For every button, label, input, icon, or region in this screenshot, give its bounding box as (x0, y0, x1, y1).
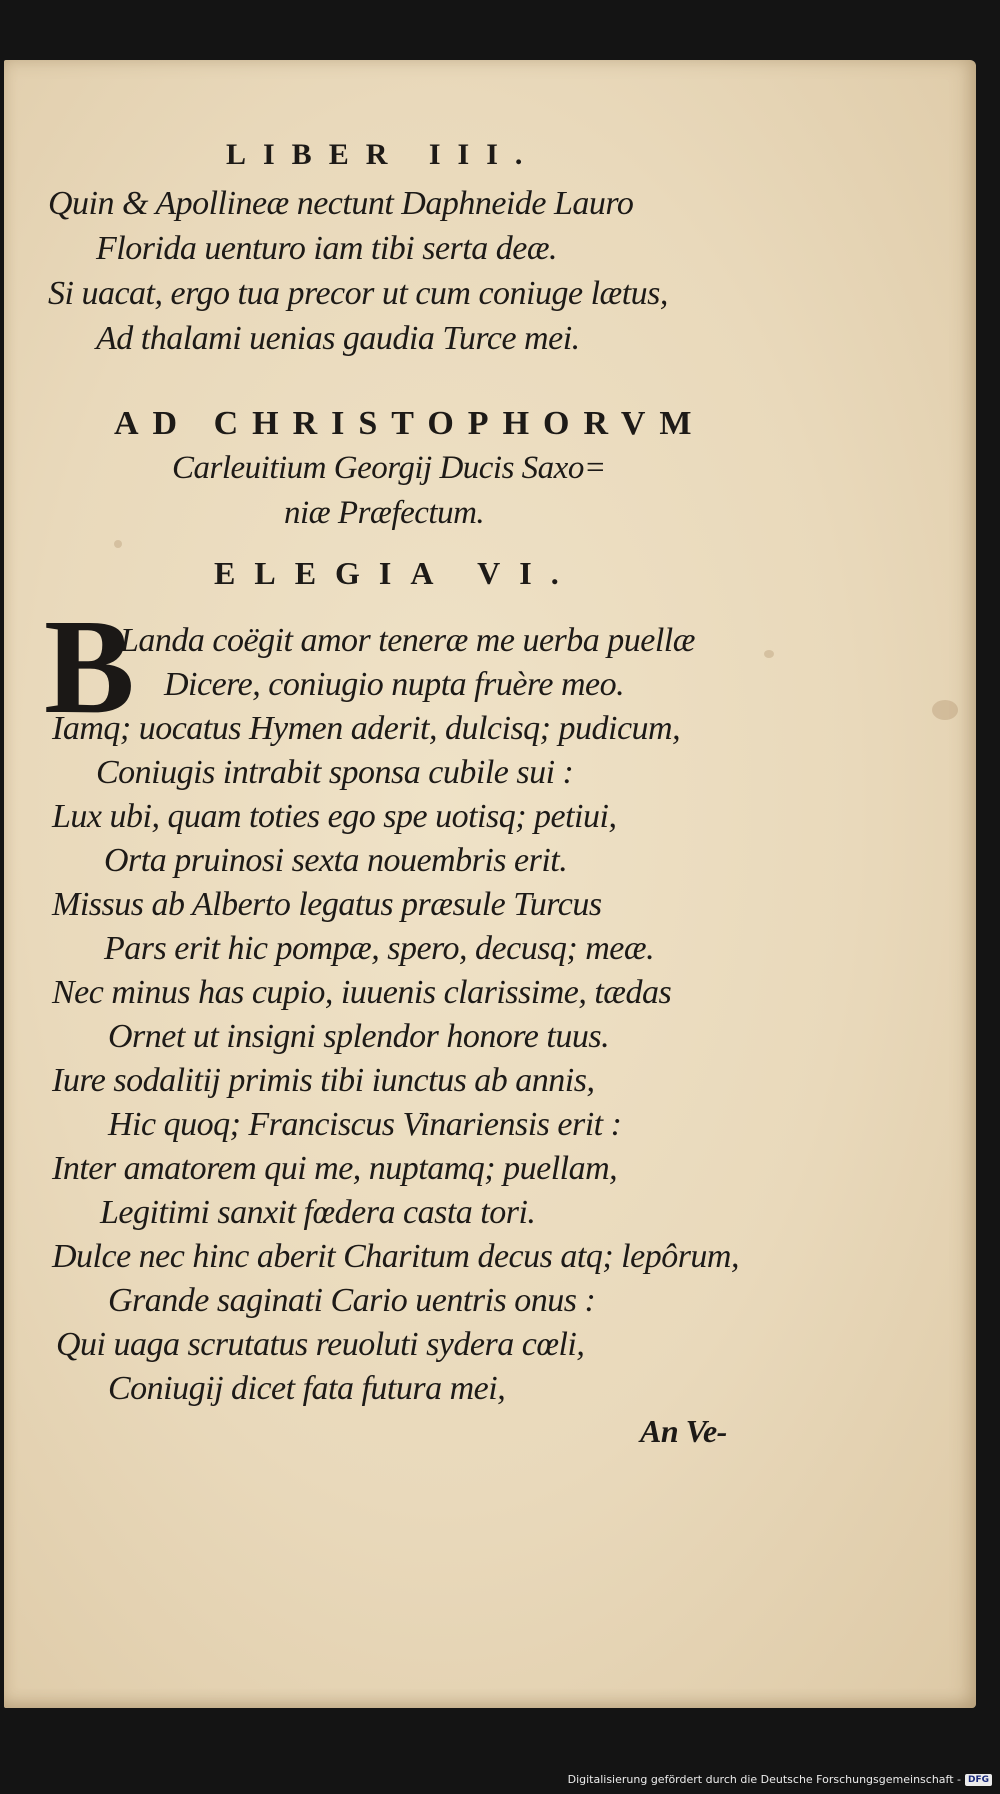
verse-line: Legitimi sanxit fœdera casta tori. (100, 1194, 536, 1231)
verse-line: Si uacat, ergo tua precor ut cum coniuge lætus, (48, 275, 668, 312)
verse-line: Quin & Apollineæ nectunt Daphneide Lauro (48, 185, 634, 222)
verse-line: Orta pruinosi sexta nouembris erit. (104, 842, 568, 879)
verse-line: Qui uaga scrutatus reuoluti sydera cœli, (56, 1326, 585, 1363)
verse-line: Landa coëgit amor teneræ me uerba puellæ (120, 622, 695, 659)
verse-line: Iamq; uocatus Hymen aderit, dulcisq; pudicum, (52, 710, 681, 747)
drop-cap: B (44, 592, 135, 742)
elegia-heading: ELEGIA VI. (214, 555, 578, 591)
verse-line: Grande saginati Cario uentris onus : (108, 1282, 596, 1319)
catchword: An Ve- (640, 1413, 727, 1449)
running-head: LIBER III. (226, 138, 540, 171)
book-page (4, 60, 976, 1708)
verse-line: Nec minus has cupio, iuuenis clarissime, tædas (52, 974, 672, 1011)
verse-line: Iure sodalitij primis tibi iunctus ab annis, (52, 1062, 595, 1099)
heading-subtitle: Carleuitium Georgij Ducis Saxo= (172, 450, 606, 486)
verse-line: Ornet ut insigni splendor honore tuus. (108, 1018, 610, 1055)
verse-line: Inter amatorem qui me, nuptamq; puellam, (52, 1150, 618, 1187)
verse-line: Lux ubi, quam toties ego spe uotisq; petiui, (52, 798, 617, 835)
credit-text: Digitalisierung gefördert durch die Deutsche Forschungsgemeinschaft - (567, 1773, 961, 1786)
dfg-logo: DFG (965, 1774, 992, 1786)
verse-line: Hic quoq; Franciscus Vinariensis erit : (108, 1106, 622, 1143)
verse-line: Missus ab Alberto legatus præsule Turcus (52, 886, 602, 923)
verse-line: Ad thalami uenias gaudia Turce mei. (96, 320, 580, 357)
page-text (4, 60, 976, 1708)
verse-line: Pars erit hic pompæ, spero, decusq; meæ. (104, 930, 655, 967)
verse-line: Coniugij dicet fata futura mei, (108, 1370, 506, 1407)
heading-subtitle: niæ Præfectum. (284, 495, 485, 531)
verse-line: Dicere, coniugio nupta fruère meo. (164, 666, 625, 703)
verse-line: Coniugis intrabit sponsa cubile sui : (96, 754, 574, 791)
heading-title: AD CHRISTOPHORVM (114, 405, 706, 442)
digitization-credit (568, 1773, 992, 1786)
verse-line: Dulce nec hinc aberit Charitum decus atq; lepôrum, (52, 1238, 739, 1275)
verse-line: Florida uenturo iam tibi serta deæ. (96, 230, 558, 267)
